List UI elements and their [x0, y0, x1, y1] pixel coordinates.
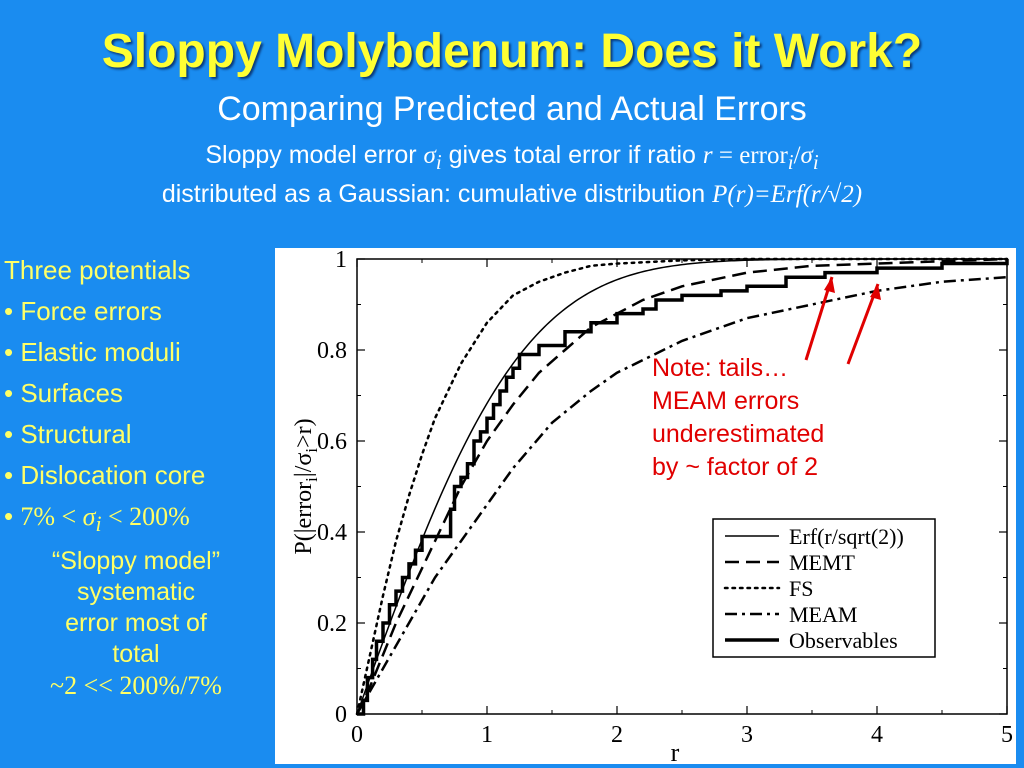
desc-eq: = error: [712, 142, 788, 169]
x-tick-label-0: 0: [351, 722, 363, 748]
slide-title: Sloppy Molybdenum: Does it Work?: [101, 25, 923, 78]
y-tick-label-0.8: 0.8: [317, 338, 347, 364]
y-label-part-a: P(|error: [291, 481, 317, 555]
tails-annotation: [652, 352, 824, 484]
x-tick-label-2: 2: [611, 722, 623, 748]
y-label-part-b: |/σ: [291, 452, 317, 478]
y-label-part-c: >r): [291, 418, 317, 448]
bullet-elastic-moduli: • Elastic moduli: [4, 337, 181, 367]
legend-label-4: Observables: [789, 628, 898, 653]
bullet-dislocation-core: • Dislocation core: [4, 460, 206, 490]
desc-r: r: [702, 142, 713, 169]
x-tick-label-5: 5: [1001, 722, 1013, 748]
desc-sub-i3: i: [812, 150, 819, 174]
y-label-part-sub1: i: [302, 477, 321, 482]
cumulative-error-chart: [275, 248, 1016, 764]
annotation-line-3: underestimated: [652, 420, 825, 448]
x-tick-label-4: 4: [871, 722, 883, 748]
desc-text-a: Sloppy model error: [205, 141, 424, 169]
y-tick-label-0.6: 0.6: [317, 429, 347, 455]
desc-formula: P(r)=Erf(r/√2): [712, 181, 863, 208]
bullet-structural: • Structural: [4, 419, 132, 449]
bullet-sigma-range: [4, 498, 270, 539]
left-panel: [4, 252, 270, 539]
note-line-2: systematic: [76, 578, 196, 606]
y-label-part-sub2: i: [302, 447, 321, 453]
annotation-line-4: by ~ factor of 2: [652, 453, 819, 481]
note-line-3: error most of: [65, 609, 207, 637]
legend-label-3: MEAM: [789, 602, 858, 627]
desc-sub-i2: i: [787, 150, 794, 174]
bullet-surfaces: • Surfaces: [4, 378, 123, 408]
description-line-1: [0, 141, 1024, 175]
sloppy-model-note: [8, 546, 264, 701]
range-text-b: < 200%: [101, 502, 190, 531]
x-axis-label: r: [670, 738, 680, 764]
y-axis-label: [291, 418, 321, 554]
desc-slash: /: [793, 142, 801, 169]
y-tick-label-0.4: 0.4: [317, 520, 347, 546]
note-line-1: “Sloppy model”: [51, 547, 221, 575]
note-line-4: total: [112, 640, 160, 668]
y-tick-label-0.2: 0.2: [317, 611, 347, 637]
desc-text-c: distributed as a Gaussian: cumulative distribution: [161, 180, 713, 208]
x-tick-label-3: 3: [741, 722, 753, 748]
range-sigma: σ: [82, 502, 96, 531]
description-line-2: [0, 180, 1024, 209]
y-tick-label-0: 0: [335, 702, 347, 728]
left-heading: Three potentials: [4, 255, 191, 285]
bullet-force-errors: • Force errors: [4, 296, 162, 326]
desc-sub-i: i: [435, 150, 442, 174]
desc-sigma: σ: [423, 142, 436, 169]
annotation-arrow-1-head: [824, 277, 835, 293]
annotation-line-2: MEAM errors: [652, 387, 800, 415]
legend-label-2: FS: [789, 576, 814, 601]
chart-panel: [275, 248, 1016, 764]
annotation-line-1: Note: tails…: [652, 354, 789, 382]
legend-label-0: Erf(r/sqrt(2)): [789, 524, 904, 549]
range-sub: i: [95, 512, 102, 537]
slide-subtitle: Comparing Predicted and Actual Errors: [217, 90, 807, 128]
note-line-5: ~2 << 200%/7%: [50, 671, 222, 700]
legend-label-1: MEMT: [789, 550, 855, 575]
y-tick-label-1: 1: [335, 248, 347, 273]
range-bullet: •: [4, 501, 21, 531]
desc-text-b: gives total error if ratio: [441, 141, 703, 169]
x-tick-label-1: 1: [481, 722, 493, 748]
desc-sigma2: σ: [800, 142, 813, 169]
range-text-a: 7% <: [20, 502, 83, 531]
